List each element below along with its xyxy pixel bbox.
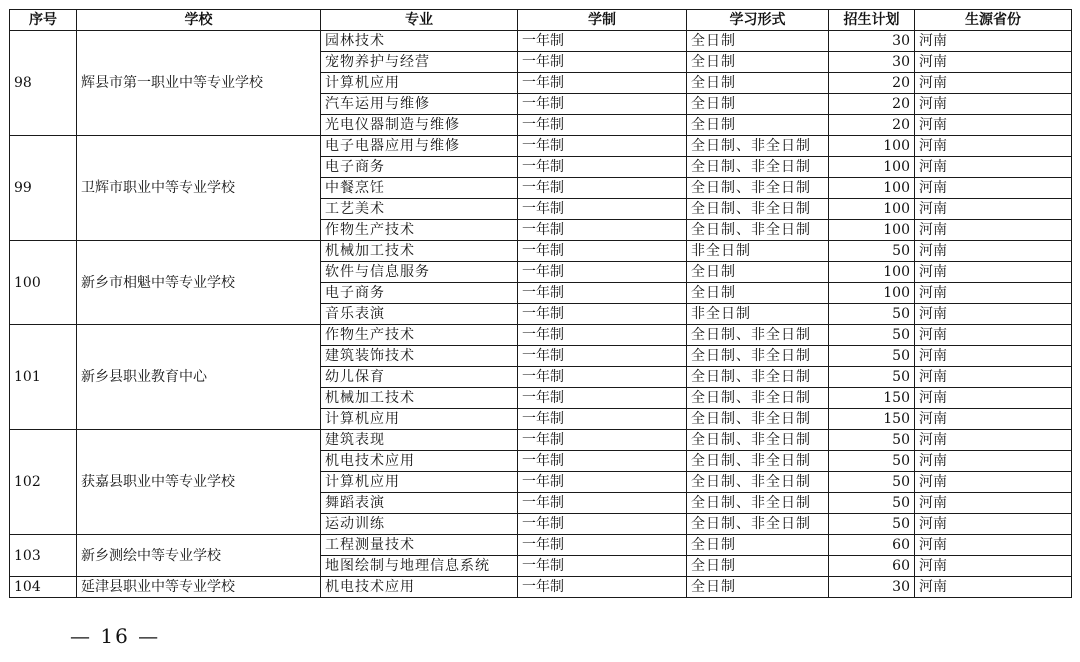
cell-province: 河南 (915, 136, 1072, 157)
cell-enrollment-plan: 50 (829, 430, 915, 451)
table-row (10, 430, 1072, 451)
cell-serial-number: 104 (10, 577, 77, 598)
cell-province: 河南 (915, 262, 1072, 283)
table-body (10, 31, 1072, 598)
cell-enrollment-plan: 100 (829, 220, 915, 241)
cell-system: 一年制 (518, 52, 687, 73)
cell-province: 河南 (915, 493, 1072, 514)
cell-province: 河南 (915, 367, 1072, 388)
cell-province: 河南 (915, 346, 1072, 367)
cell-study-mode: 全日制、非全日制 (687, 157, 829, 178)
cell-system: 一年制 (518, 220, 687, 241)
cell-major: 机电技术应用 (321, 451, 518, 472)
cell-province: 河南 (915, 514, 1072, 535)
cell-school: 新乡县职业教育中心 (77, 325, 321, 430)
cell-province: 河南 (915, 430, 1072, 451)
cell-study-mode: 全日制 (687, 52, 829, 73)
cell-province: 河南 (915, 472, 1072, 493)
cell-enrollment-plan: 50 (829, 367, 915, 388)
cell-major: 建筑表现 (321, 430, 518, 451)
cell-province: 河南 (915, 451, 1072, 472)
cell-serial-number: 103 (10, 535, 77, 577)
cell-enrollment-plan: 100 (829, 199, 915, 220)
cell-study-mode: 全日制 (687, 577, 829, 598)
cell-study-mode: 全日制、非全日制 (687, 409, 829, 430)
cell-school: 获嘉县职业中等专业学校 (77, 430, 321, 535)
cell-province: 河南 (915, 52, 1072, 73)
cell-study-mode: 全日制 (687, 115, 829, 136)
cell-system: 一年制 (518, 304, 687, 325)
cell-study-mode: 非全日制 (687, 304, 829, 325)
cell-system: 一年制 (518, 136, 687, 157)
cell-system: 一年制 (518, 556, 687, 577)
cell-system: 一年制 (518, 388, 687, 409)
header-major: 专业 (321, 10, 518, 31)
cell-enrollment-plan: 20 (829, 115, 915, 136)
cell-study-mode: 全日制 (687, 73, 829, 94)
cell-study-mode: 全日制 (687, 556, 829, 577)
cell-system: 一年制 (518, 199, 687, 220)
cell-serial-number: 98 (10, 31, 77, 136)
cell-enrollment-plan: 20 (829, 73, 915, 94)
cell-province: 河南 (915, 199, 1072, 220)
cell-system: 一年制 (518, 241, 687, 262)
cell-major: 宠物养护与经营 (321, 52, 518, 73)
cell-major: 舞蹈表演 (321, 493, 518, 514)
cell-study-mode: 非全日制 (687, 241, 829, 262)
cell-major: 中餐烹饪 (321, 178, 518, 199)
page-number: — 16 — (70, 624, 161, 648)
cell-enrollment-plan: 50 (829, 472, 915, 493)
cell-major: 音乐表演 (321, 304, 518, 325)
table-row (10, 535, 1072, 556)
cell-major: 工艺美术 (321, 199, 518, 220)
cell-major: 电子电器应用与维修 (321, 136, 518, 157)
header-school: 学校 (77, 10, 321, 31)
cell-province: 河南 (915, 220, 1072, 241)
cell-province: 河南 (915, 94, 1072, 115)
cell-system: 一年制 (518, 451, 687, 472)
cell-system: 一年制 (518, 325, 687, 346)
cell-major: 幼儿保育 (321, 367, 518, 388)
cell-enrollment-plan: 100 (829, 178, 915, 199)
cell-major: 工程测量技术 (321, 535, 518, 556)
cell-system: 一年制 (518, 430, 687, 451)
cell-school: 卫辉市职业中等专业学校 (77, 136, 321, 241)
cell-study-mode: 全日制、非全日制 (687, 136, 829, 157)
cell-major: 机械加工技术 (321, 241, 518, 262)
cell-province: 河南 (915, 556, 1072, 577)
cell-study-mode: 全日制、非全日制 (687, 472, 829, 493)
cell-study-mode: 全日制、非全日制 (687, 367, 829, 388)
cell-system: 一年制 (518, 493, 687, 514)
cell-study-mode: 全日制、非全日制 (687, 430, 829, 451)
cell-enrollment-plan: 30 (829, 577, 915, 598)
cell-enrollment-plan: 50 (829, 514, 915, 535)
cell-enrollment-plan: 20 (829, 94, 915, 115)
cell-major: 光电仪器制造与维修 (321, 115, 518, 136)
table-row (10, 577, 1072, 598)
cell-system: 一年制 (518, 514, 687, 535)
cell-study-mode: 全日制、非全日制 (687, 388, 829, 409)
cell-enrollment-plan: 100 (829, 157, 915, 178)
cell-province: 河南 (915, 115, 1072, 136)
cell-province: 河南 (915, 157, 1072, 178)
cell-enrollment-plan: 150 (829, 409, 915, 430)
cell-system: 一年制 (518, 346, 687, 367)
cell-province: 河南 (915, 304, 1072, 325)
cell-study-mode: 全日制、非全日制 (687, 199, 829, 220)
cell-province: 河南 (915, 31, 1072, 52)
cell-system: 一年制 (518, 577, 687, 598)
cell-system: 一年制 (518, 262, 687, 283)
header-province: 生源省份 (915, 10, 1072, 31)
cell-system: 一年制 (518, 94, 687, 115)
cell-study-mode: 全日制、非全日制 (687, 346, 829, 367)
cell-school: 辉县市第一职业中等专业学校 (77, 31, 321, 136)
cell-system: 一年制 (518, 115, 687, 136)
cell-system: 一年制 (518, 472, 687, 493)
cell-study-mode: 全日制 (687, 31, 829, 52)
cell-major: 作物生产技术 (321, 220, 518, 241)
table-row (10, 241, 1072, 262)
cell-enrollment-plan: 30 (829, 31, 915, 52)
cell-province: 河南 (915, 325, 1072, 346)
cell-study-mode: 全日制、非全日制 (687, 493, 829, 514)
cell-system: 一年制 (518, 283, 687, 304)
cell-system: 一年制 (518, 367, 687, 388)
cell-serial-number: 101 (10, 325, 77, 430)
document-page (9, 9, 1071, 598)
cell-enrollment-plan: 150 (829, 388, 915, 409)
cell-study-mode: 全日制、非全日制 (687, 451, 829, 472)
cell-enrollment-plan: 50 (829, 346, 915, 367)
cell-study-mode: 全日制、非全日制 (687, 178, 829, 199)
cell-major: 汽车运用与维修 (321, 94, 518, 115)
cell-enrollment-plan: 50 (829, 451, 915, 472)
cell-province: 河南 (915, 535, 1072, 556)
cell-enrollment-plan: 50 (829, 304, 915, 325)
cell-major: 机电技术应用 (321, 577, 518, 598)
cell-enrollment-plan: 100 (829, 136, 915, 157)
cell-serial-number: 100 (10, 241, 77, 325)
cell-major: 地图绘制与地理信息系统 (321, 556, 518, 577)
cell-serial-number: 99 (10, 136, 77, 241)
cell-province: 河南 (915, 388, 1072, 409)
cell-enrollment-plan: 100 (829, 283, 915, 304)
cell-province: 河南 (915, 241, 1072, 262)
cell-serial-number: 102 (10, 430, 77, 535)
cell-enrollment-plan: 60 (829, 556, 915, 577)
cell-province: 河南 (915, 73, 1072, 94)
cell-province: 河南 (915, 178, 1072, 199)
cell-major: 运动训练 (321, 514, 518, 535)
header-system: 学制 (518, 10, 687, 31)
table-row (10, 325, 1072, 346)
cell-major: 计算机应用 (321, 73, 518, 94)
cell-enrollment-plan: 50 (829, 241, 915, 262)
cell-study-mode: 全日制、非全日制 (687, 220, 829, 241)
cell-enrollment-plan: 30 (829, 52, 915, 73)
cell-major: 计算机应用 (321, 472, 518, 493)
cell-school: 新乡市相魁中等专业学校 (77, 241, 321, 325)
cell-major: 建筑装饰技术 (321, 346, 518, 367)
cell-enrollment-plan: 50 (829, 493, 915, 514)
table-row (10, 136, 1072, 157)
cell-school: 新乡测绘中等专业学校 (77, 535, 321, 577)
cell-major: 电子商务 (321, 283, 518, 304)
cell-study-mode: 全日制 (687, 94, 829, 115)
enrollment-table (9, 9, 1072, 598)
cell-major: 园林技术 (321, 31, 518, 52)
cell-system: 一年制 (518, 409, 687, 430)
cell-province: 河南 (915, 283, 1072, 304)
cell-major: 电子商务 (321, 157, 518, 178)
cell-major: 计算机应用 (321, 409, 518, 430)
table-row (10, 31, 1072, 52)
cell-system: 一年制 (518, 535, 687, 556)
cell-system: 一年制 (518, 157, 687, 178)
cell-enrollment-plan: 50 (829, 325, 915, 346)
cell-system: 一年制 (518, 31, 687, 52)
cell-enrollment-plan: 100 (829, 262, 915, 283)
cell-major: 机械加工技术 (321, 388, 518, 409)
header-no: 序号 (10, 10, 77, 31)
cell-system: 一年制 (518, 73, 687, 94)
cell-major: 作物生产技术 (321, 325, 518, 346)
header-row (10, 10, 1072, 31)
header-mode: 学习形式 (687, 10, 829, 31)
cell-study-mode: 全日制 (687, 535, 829, 556)
cell-province: 河南 (915, 577, 1072, 598)
cell-study-mode: 全日制、非全日制 (687, 325, 829, 346)
cell-study-mode: 全日制 (687, 262, 829, 283)
cell-study-mode: 全日制、非全日制 (687, 514, 829, 535)
cell-system: 一年制 (518, 178, 687, 199)
cell-major: 软件与信息服务 (321, 262, 518, 283)
cell-study-mode: 全日制 (687, 283, 829, 304)
cell-enrollment-plan: 60 (829, 535, 915, 556)
header-plan: 招生计划 (829, 10, 915, 31)
cell-school: 延津县职业中等专业学校 (77, 577, 321, 598)
cell-province: 河南 (915, 409, 1072, 430)
